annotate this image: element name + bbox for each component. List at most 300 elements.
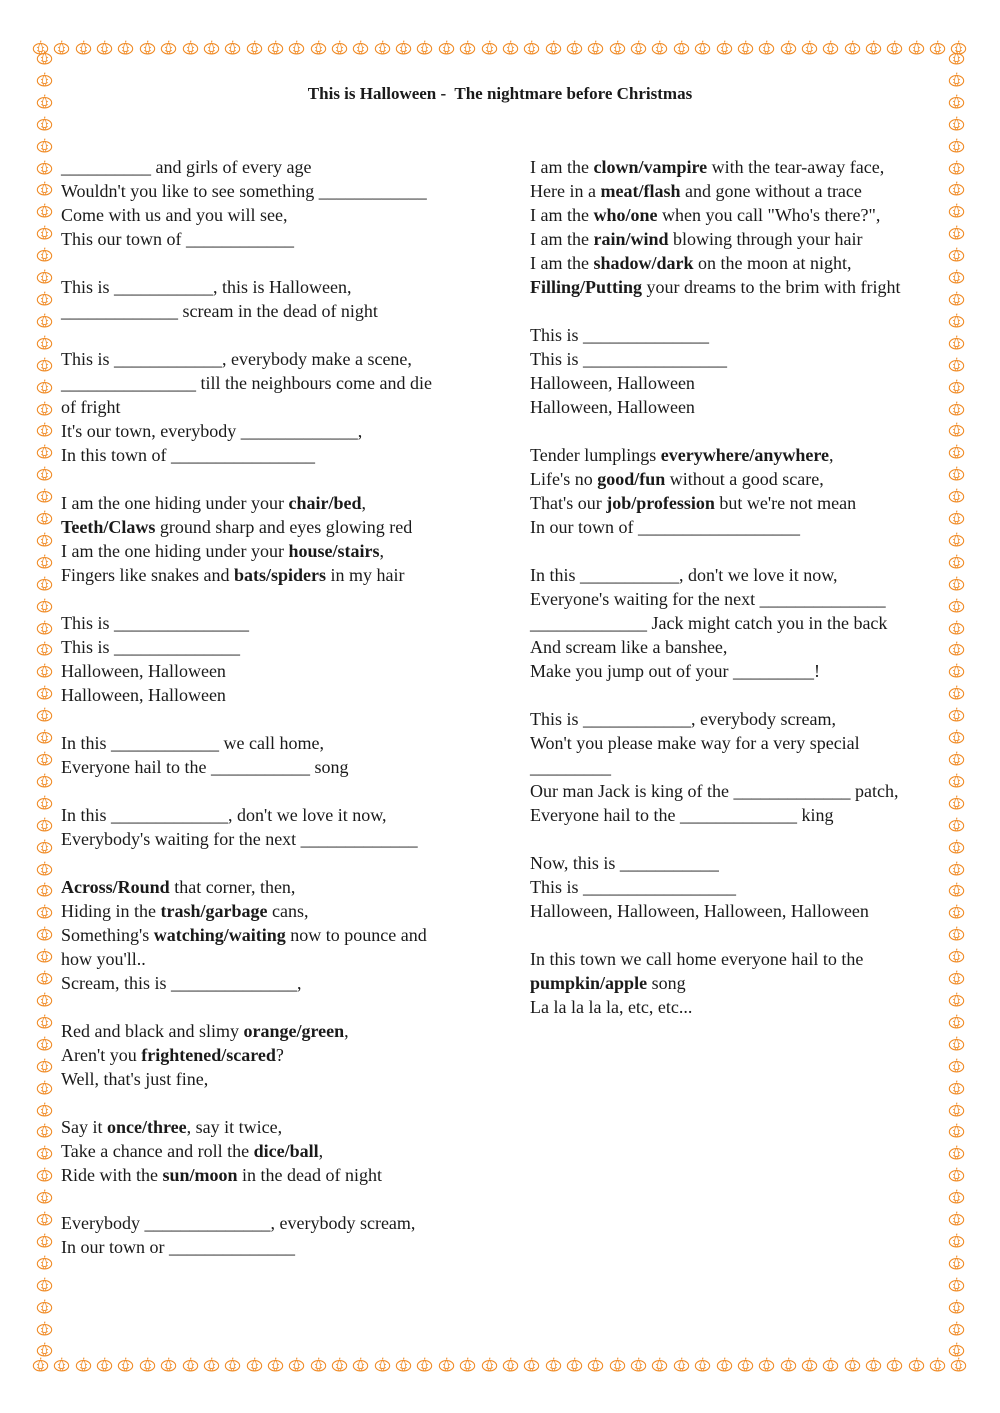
lyric-line: [530, 467, 950, 491]
lyric-line: [530, 203, 950, 227]
pumpkin-icon: [182, 1357, 199, 1372]
lyric-text: In our town of __________________: [530, 517, 800, 537]
lyric-text: Take a chance and roll the: [61, 1141, 254, 1161]
pumpkin-icon: [203, 40, 220, 55]
lyric-line: [61, 227, 491, 251]
pumpkin-icon: [948, 269, 965, 284]
pumpkin-icon: [948, 926, 965, 941]
pumpkin-icon: [545, 1357, 562, 1372]
pumpkin-icon: [651, 40, 668, 55]
lyric-text: In this town of ________________: [61, 445, 315, 465]
pumpkin-icon: [416, 40, 433, 55]
lyric-text: La la la la la, etc, etc...: [530, 997, 693, 1017]
pumpkin-icon: [502, 1357, 519, 1372]
pumpkin-icon: [36, 1299, 53, 1314]
answer-choice: rain/wind: [593, 229, 669, 249]
lyric-text: __________ and girls of every age: [61, 157, 312, 177]
lyric-text: Wouldn't you like to see something ____________: [61, 181, 427, 201]
pumpkin-icon: [36, 422, 53, 437]
lyric-text: Red and black and slimy: [61, 1021, 244, 1041]
pumpkin-icon: [948, 138, 965, 153]
pumpkin-icon: [36, 1189, 53, 1204]
pumpkin-icon: [36, 751, 53, 766]
answer-choice: chair/bed: [288, 493, 362, 513]
pumpkin-icon: [523, 1357, 540, 1372]
lyric-line: [530, 347, 950, 371]
lyric-line: [61, 563, 491, 587]
pumpkin-icon: [36, 181, 53, 196]
pumpkin-icon: [948, 729, 965, 744]
lyric-line: [61, 827, 491, 851]
pumpkin-icon: [948, 992, 965, 1007]
pumpkin-icon: [948, 422, 965, 437]
stanza-gap: [61, 851, 491, 875]
lyric-line: [530, 251, 950, 275]
lyric-line: [61, 275, 491, 299]
lyric-line: [61, 683, 491, 707]
stanza-gap: [530, 827, 950, 851]
lyric-text: This our town of ____________: [61, 229, 294, 249]
pumpkin-icon: [948, 598, 965, 613]
pumpkin-icon: [822, 40, 839, 55]
pumpkin-icon: [288, 1357, 305, 1372]
pumpkin-icon: [36, 1080, 53, 1095]
lyric-text: that corner, then,: [169, 877, 296, 897]
pumpkin-icon: [566, 1357, 583, 1372]
pumpkin-icon: [948, 1233, 965, 1248]
stanza-gap: [530, 683, 950, 707]
pumpkin-icon: [948, 1167, 965, 1182]
pumpkin-icon: [780, 1357, 797, 1372]
pumpkin-icon: [288, 40, 305, 55]
pumpkin-icon: [36, 1167, 53, 1182]
pumpkin-icon: [374, 1357, 391, 1372]
pumpkin-icon: [801, 40, 818, 55]
lyric-text: I am the: [530, 157, 594, 177]
pumpkin-icon: [737, 40, 754, 55]
stanza-gap: [530, 419, 950, 443]
pumpkin-icon: [948, 576, 965, 591]
pumpkin-icon: [36, 510, 53, 525]
lyric-text: I am the one hiding under your: [61, 541, 289, 561]
pumpkin-icon: [438, 40, 455, 55]
pumpkin-icon: [36, 1321, 53, 1336]
pumpkin-icon: [36, 1145, 53, 1160]
lyric-line: [61, 1043, 491, 1067]
lyric-text: but we're not mean: [714, 493, 857, 513]
pumpkin-icon: [780, 40, 797, 55]
pumpkin-icon: [948, 1299, 965, 1314]
pumpkin-icon: [75, 40, 92, 55]
lyric-text: Halloween, Halloween, Halloween, Halloween: [530, 901, 869, 921]
pumpkin-icon: [36, 817, 53, 832]
pumpkin-icon: [36, 620, 53, 635]
pumpkin-icon: [948, 203, 965, 218]
pumpkin-icon: [36, 225, 53, 240]
lyric-line: [61, 443, 491, 467]
pumpkin-icon: [948, 510, 965, 525]
stanza-gap: [530, 923, 950, 947]
answer-choice: Filling/Putting: [530, 277, 643, 297]
pumpkin-icon: [948, 1014, 965, 1029]
lyric-text: Everyone's waiting for the next ______________: [530, 589, 886, 609]
lyric-line: [530, 275, 950, 299]
lyric-text: I am the: [530, 229, 594, 249]
lyric-text: Everybody's waiting for the next _____________: [61, 829, 418, 849]
pumpkin-icon: [716, 40, 733, 55]
page-title: This is Halloween - The nightmare before Christmas: [307, 84, 693, 103]
lyric-text: This is ____________, everybody make a scene,: [61, 349, 412, 369]
lyric-text: ground sharp and eyes glowing red: [155, 517, 413, 537]
pumpkin-icon: [36, 1255, 53, 1270]
lyric-line: [61, 803, 491, 827]
pumpkin-icon: [36, 970, 53, 985]
lyric-text: This is _______________: [61, 613, 250, 633]
lyric-text: _________: [530, 757, 611, 777]
pumpkin-icon: [36, 598, 53, 613]
pumpkin-icon: [948, 948, 965, 963]
lyric-line: [61, 179, 491, 203]
pumpkin-icon: [948, 1342, 965, 1357]
answer-choice: house/stairs: [288, 541, 380, 561]
pumpkin-icon: [36, 904, 53, 919]
pumpkin-icon: [948, 1123, 965, 1138]
pumpkin-icon: [948, 1102, 965, 1117]
pumpkin-icon: [117, 1357, 134, 1372]
pumpkin-icon: [36, 554, 53, 569]
answer-choice: watching/waiting: [153, 925, 286, 945]
pumpkin-icon: [651, 1357, 668, 1372]
pumpkin-icon: [502, 40, 519, 55]
pumpkin-icon: [844, 1357, 861, 1372]
lyrics-right-column: [530, 155, 950, 1019]
lyric-text: Something's: [61, 925, 154, 945]
pumpkin-icon: [481, 40, 498, 55]
pumpkin-icon: [950, 1357, 967, 1372]
border-top: [32, 36, 968, 58]
pumpkin-icon: [948, 861, 965, 876]
lyric-text: ,: [318, 1141, 324, 1161]
pumpkin-icon: [948, 663, 965, 678]
pumpkin-icon: [587, 40, 604, 55]
pumpkin-icon: [36, 992, 53, 1007]
pumpkin-icon: [36, 1233, 53, 1248]
pumpkin-icon: [948, 685, 965, 700]
pumpkin-icon: [36, 401, 53, 416]
lyric-line: [530, 611, 950, 635]
lyric-line: [61, 515, 491, 539]
lyric-line: [530, 875, 950, 899]
pumpkin-icon: [246, 1357, 263, 1372]
pumpkin-icon: [36, 247, 53, 262]
pumpkin-icon: [36, 466, 53, 481]
border-left: [33, 50, 55, 1358]
pumpkin-icon: [203, 1357, 220, 1372]
lyric-text: cans,: [267, 901, 309, 921]
pumpkin-icon: [948, 401, 965, 416]
lyric-text: Life's no: [530, 469, 598, 489]
lyric-line: [530, 155, 950, 179]
lyric-text: In this _____________, don't we love it now,: [61, 805, 387, 825]
lyric-text: Aren't you: [61, 1045, 142, 1065]
pumpkin-icon: [36, 1102, 53, 1117]
lyric-line: [61, 875, 491, 899]
pumpkin-icon: [36, 488, 53, 503]
pumpkin-icon: [948, 773, 965, 788]
pumpkin-icon: [36, 1342, 53, 1357]
answer-choice: pumpkin/apple: [530, 973, 648, 993]
pumpkin-icon: [36, 861, 53, 876]
answer-choice: once/three: [107, 1117, 187, 1137]
pumpkin-icon: [395, 1357, 412, 1372]
pumpkin-icon: [948, 335, 965, 350]
lyric-text: Halloween, Halloween: [61, 685, 226, 705]
answer-choice: sun/moon: [162, 1165, 238, 1185]
pumpkin-icon: [36, 357, 53, 372]
pumpkin-icon: [36, 313, 53, 328]
pumpkin-icon: [948, 882, 965, 897]
lyric-text: now to pounce and: [285, 925, 427, 945]
pumpkin-icon: [36, 1036, 53, 1051]
pumpkin-icon: [758, 40, 775, 55]
pumpkin-icon: [948, 1277, 965, 1292]
pumpkin-icon: [948, 247, 965, 262]
pumpkin-icon: [36, 839, 53, 854]
lyric-line: [61, 203, 491, 227]
pumpkin-icon: [224, 40, 241, 55]
lyric-line: [530, 779, 950, 803]
lyric-line: [61, 1235, 491, 1259]
pumpkin-icon: [53, 40, 70, 55]
pumpkin-icon: [948, 532, 965, 547]
pumpkin-icon: [139, 40, 156, 55]
lyric-line: [61, 611, 491, 635]
lyric-text: ,: [361, 493, 366, 513]
answer-choice: Teeth/Claws: [61, 517, 156, 537]
pumpkin-icon: [331, 1357, 348, 1372]
pumpkin-icon: [948, 379, 965, 394]
pumpkin-icon: [948, 1058, 965, 1073]
lyric-line: [61, 947, 491, 971]
pumpkin-icon: [36, 576, 53, 591]
pumpkin-icon: [36, 1277, 53, 1292]
pumpkin-icon: [908, 40, 925, 55]
pumpkin-icon: [310, 40, 327, 55]
lyric-text: Halloween, Halloween: [530, 373, 695, 393]
lyric-text: without a good scare,: [665, 469, 824, 489]
lyric-text: blowing through your hair: [668, 229, 863, 249]
pumpkin-icon: [36, 948, 53, 963]
pumpkin-icon: [929, 1357, 946, 1372]
pumpkin-icon: [523, 40, 540, 55]
lyric-text: Here in a: [530, 181, 601, 201]
lyric-line: [530, 947, 950, 971]
pumpkin-icon: [948, 160, 965, 175]
stanza-gap: [61, 323, 491, 347]
pumpkin-icon: [36, 663, 53, 678]
pumpkin-icon: [36, 1014, 53, 1029]
pumpkin-icon: [117, 40, 134, 55]
lyric-line: [61, 347, 491, 371]
pumpkin-icon: [948, 181, 965, 196]
stanza-gap: [61, 251, 491, 275]
pumpkin-icon: [716, 1357, 733, 1372]
pumpkin-icon: [36, 1058, 53, 1073]
pumpkin-icon: [801, 1357, 818, 1372]
lyric-line: [530, 587, 950, 611]
pumpkin-icon: [948, 1211, 965, 1226]
pumpkin-icon: [948, 116, 965, 131]
pumpkin-icon: [844, 40, 861, 55]
lyric-text: _____________ Jack might catch you in the back: [530, 613, 888, 633]
pumpkin-icon: [459, 1357, 476, 1372]
lyric-text: Now, this is ___________: [530, 853, 719, 873]
lyric-text: And scream like a banshee,: [530, 637, 728, 657]
pumpkin-icon: [481, 1357, 498, 1372]
pumpkin-icon: [36, 1123, 53, 1138]
lyric-line: [530, 395, 950, 419]
stanza-gap: [530, 299, 950, 323]
pumpkin-icon: [609, 40, 626, 55]
pumpkin-icon: [948, 1145, 965, 1160]
pumpkin-icon: [36, 685, 53, 700]
pumpkin-icon: [948, 444, 965, 459]
pumpkin-icon: [948, 1080, 965, 1095]
lyric-text: Ride with the: [61, 1165, 163, 1185]
pumpkin-icon: [160, 1357, 177, 1372]
lyric-line: [530, 707, 950, 731]
pumpkin-icon: [948, 1189, 965, 1204]
lyric-line: [530, 803, 950, 827]
pumpkin-icon: [630, 1357, 647, 1372]
pumpkin-icon: [36, 641, 53, 656]
stanza-gap: [61, 779, 491, 803]
pumpkin-icon: [53, 1357, 70, 1372]
pumpkin-icon: [438, 1357, 455, 1372]
pumpkin-icon: [948, 291, 965, 306]
pumpkin-icon: [822, 1357, 839, 1372]
pumpkin-icon: [331, 40, 348, 55]
lyric-text: Scream, this is ______________,: [61, 973, 302, 993]
lyric-text: Come with us and you will see,: [61, 205, 288, 225]
pumpkin-icon: [352, 1357, 369, 1372]
lyric-text: Hiding in the: [61, 901, 161, 921]
pumpkin-icon: [267, 1357, 284, 1372]
pumpkin-icon: [694, 40, 711, 55]
lyric-line: [530, 971, 950, 995]
lyric-text: Everybody ______________, everybody scream,: [61, 1213, 416, 1233]
answer-choice: good/fun: [597, 469, 666, 489]
pumpkin-icon: [630, 40, 647, 55]
lyric-text: on the moon at night,: [693, 253, 852, 273]
answer-choice: bats/spiders: [233, 565, 326, 585]
lyric-line: [61, 539, 491, 563]
lyric-text: In this ____________ we call home,: [61, 733, 324, 753]
answer-choice: job/profession: [606, 493, 715, 513]
stanza-gap: [61, 995, 491, 1019]
lyric-text: in my hair: [326, 565, 405, 585]
answer-choice: clown/vampire: [593, 157, 708, 177]
answer-choice: orange/green: [243, 1021, 345, 1041]
pumpkin-icon: [545, 40, 562, 55]
pumpkin-icon: [566, 40, 583, 55]
stanza-gap: [61, 467, 491, 491]
lyric-line: [530, 635, 950, 659]
lyric-line: [530, 491, 950, 515]
lyric-line: [61, 1163, 491, 1187]
lyric-line: [61, 1115, 491, 1139]
pumpkin-icon: [948, 50, 965, 65]
pumpkin-icon: [36, 203, 53, 218]
pumpkin-icon: [948, 357, 965, 372]
lyric-line: [530, 179, 950, 203]
lyric-text: This is ____________, everybody scream,: [530, 709, 836, 729]
pumpkin-icon: [36, 532, 53, 547]
pumpkin-icon: [36, 444, 53, 459]
answer-choice: meat/flash: [600, 181, 681, 201]
lyric-text: Say it: [61, 1117, 108, 1137]
lyric-line: [61, 299, 491, 323]
pumpkin-icon: [36, 773, 53, 788]
pumpkin-icon: [310, 1357, 327, 1372]
lyric-text: This is ________________: [530, 349, 728, 369]
lyric-text: when you call "Who's there?",: [657, 205, 881, 225]
pumpkin-icon: [267, 40, 284, 55]
pumpkin-icon: [36, 882, 53, 897]
lyric-line: [530, 731, 950, 755]
pumpkin-icon: [609, 1357, 626, 1372]
answer-choice: Across/Round: [61, 877, 170, 897]
pumpkin-icon: [673, 40, 690, 55]
answer-choice: trash/garbage: [160, 901, 268, 921]
lyric-line: [61, 1211, 491, 1235]
lyric-text: Tender lumplings: [530, 445, 661, 465]
pumpkin-icon: [36, 707, 53, 722]
lyric-line: [530, 227, 950, 251]
lyric-line: [61, 1019, 491, 1043]
pumpkin-icon: [948, 904, 965, 919]
answer-choice: frightened/scared: [141, 1045, 276, 1065]
pumpkin-icon: [36, 160, 53, 175]
pumpkin-icon: [948, 466, 965, 481]
pumpkin-icon: [948, 707, 965, 722]
pumpkin-icon: [36, 138, 53, 153]
lyric-text: Halloween, Halloween: [530, 397, 695, 417]
pumpkin-icon: [737, 1357, 754, 1372]
pumpkin-icon: [224, 1357, 241, 1372]
lyric-text: It's our town, everybody _____________,: [61, 421, 363, 441]
pumpkin-icon: [948, 620, 965, 635]
pumpkin-icon: [96, 1357, 113, 1372]
stanza-gap: [61, 707, 491, 731]
lyric-text: Everyone hail to the ___________ song: [61, 757, 349, 777]
answer-choice: everywhere/anywhere: [660, 445, 830, 465]
lyric-line: [530, 755, 950, 779]
pumpkin-icon: [36, 379, 53, 394]
lyric-line: [61, 371, 491, 395]
lyric-text: This is ___________, this is Halloween,: [61, 277, 352, 297]
lyric-text: This is ______________: [530, 325, 710, 345]
lyric-line: [530, 995, 950, 1019]
pumpkin-icon: [948, 313, 965, 328]
lyric-line: [61, 659, 491, 683]
stanza-gap: [61, 1187, 491, 1211]
lyric-line: [61, 491, 491, 515]
lyric-text: Well, that's just fine,: [61, 1069, 209, 1089]
pumpkin-icon: [36, 50, 53, 65]
lyric-text: In this town we call home everyone hail to the: [530, 949, 864, 969]
pumpkin-icon: [908, 1357, 925, 1372]
